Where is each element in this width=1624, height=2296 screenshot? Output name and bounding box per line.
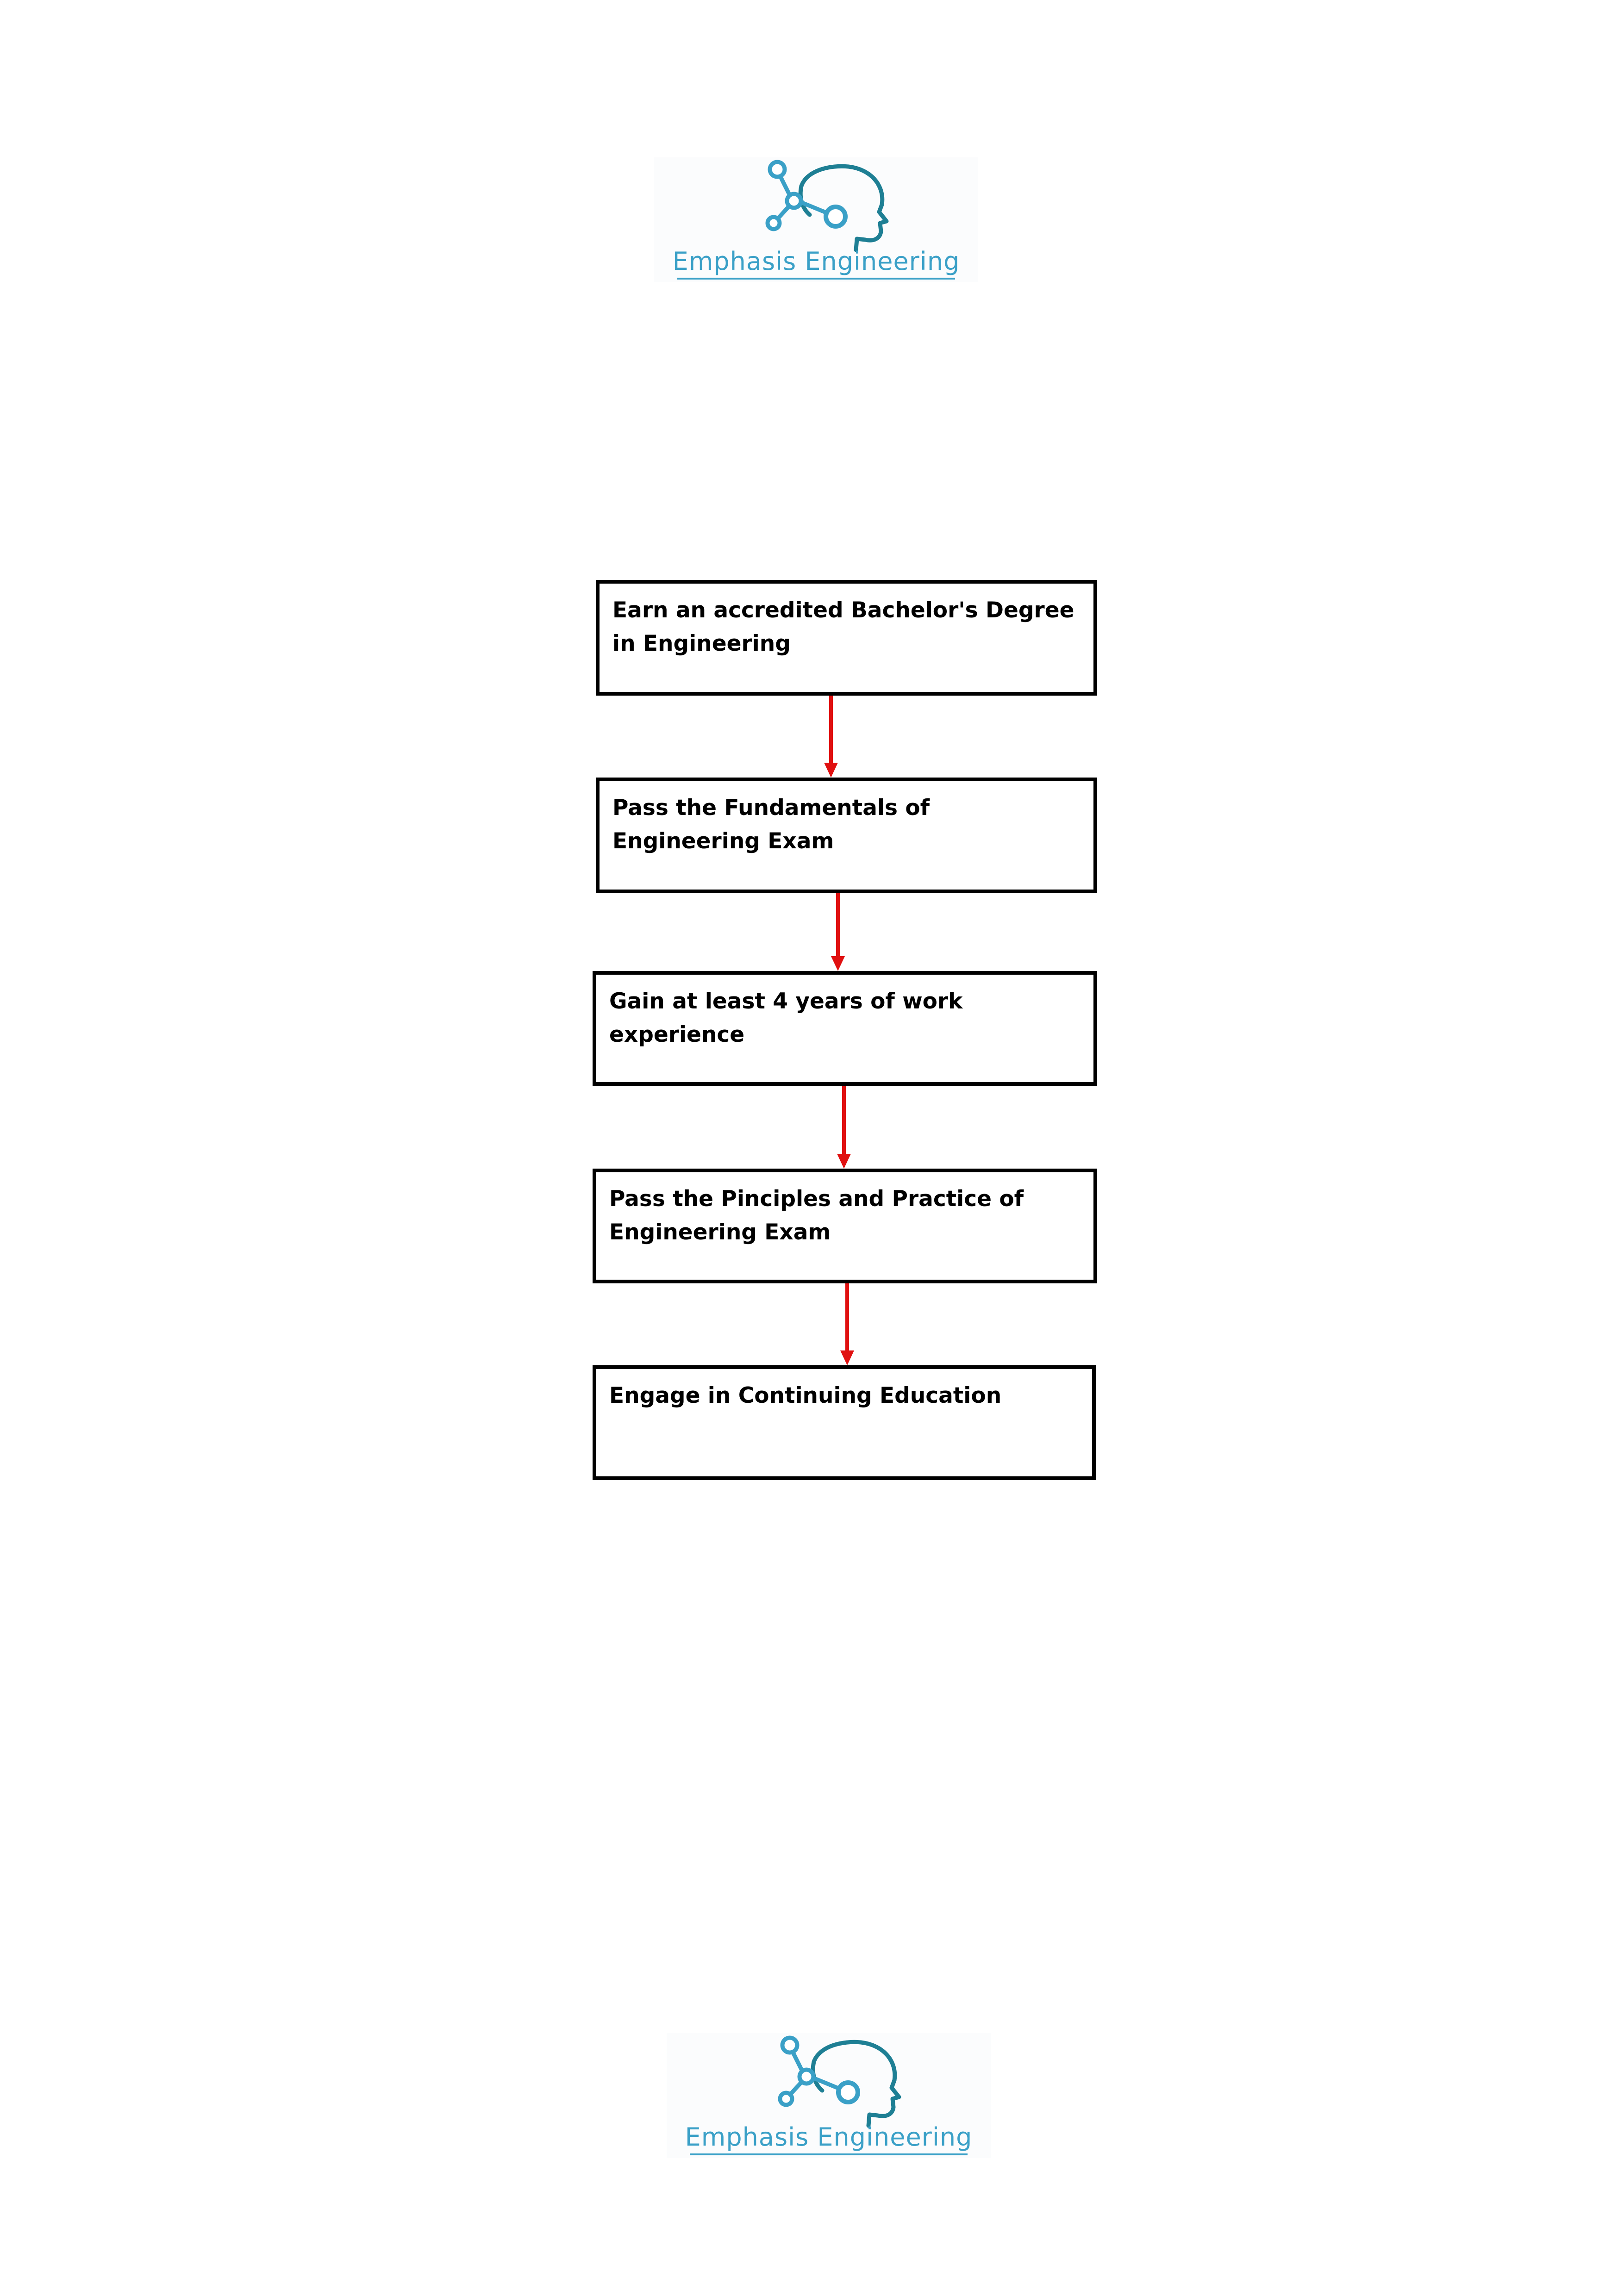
step-label-4: Pass the Pinciples and Practice of Engineering Exam: [609, 1186, 1024, 1245]
step-label-2: Pass the Fundamentals of Engineering Exam: [612, 795, 930, 854]
step-label-3: Gain at least 4 years of work experience: [609, 989, 963, 1047]
step-label-5: Engage in Continuing Education: [609, 1383, 1002, 1408]
arrow-2-to-3: [831, 893, 845, 971]
header-logo-text: Emphasis Engineering: [672, 247, 960, 276]
footer-logo-underline: [690, 2153, 968, 2155]
step-box-3: [593, 971, 1097, 1086]
arrow-1-to-2: [824, 696, 838, 778]
header-logo: [654, 157, 978, 282]
step-box-1: [596, 580, 1097, 696]
step-box-5: [593, 1365, 1096, 1480]
footer-logo-text: Emphasis Engineering: [685, 2122, 973, 2152]
arrow-3-to-4: [837, 1086, 851, 1169]
arrow-4-to-5: [840, 1283, 854, 1365]
footer-logo: [667, 2033, 991, 2158]
step-label-1: Earn an accredited Bachelor's Degree in Engineering: [612, 597, 1074, 656]
step-box-4: [593, 1169, 1097, 1283]
step-box-2: [596, 778, 1097, 893]
header-logo-underline: [677, 278, 955, 280]
